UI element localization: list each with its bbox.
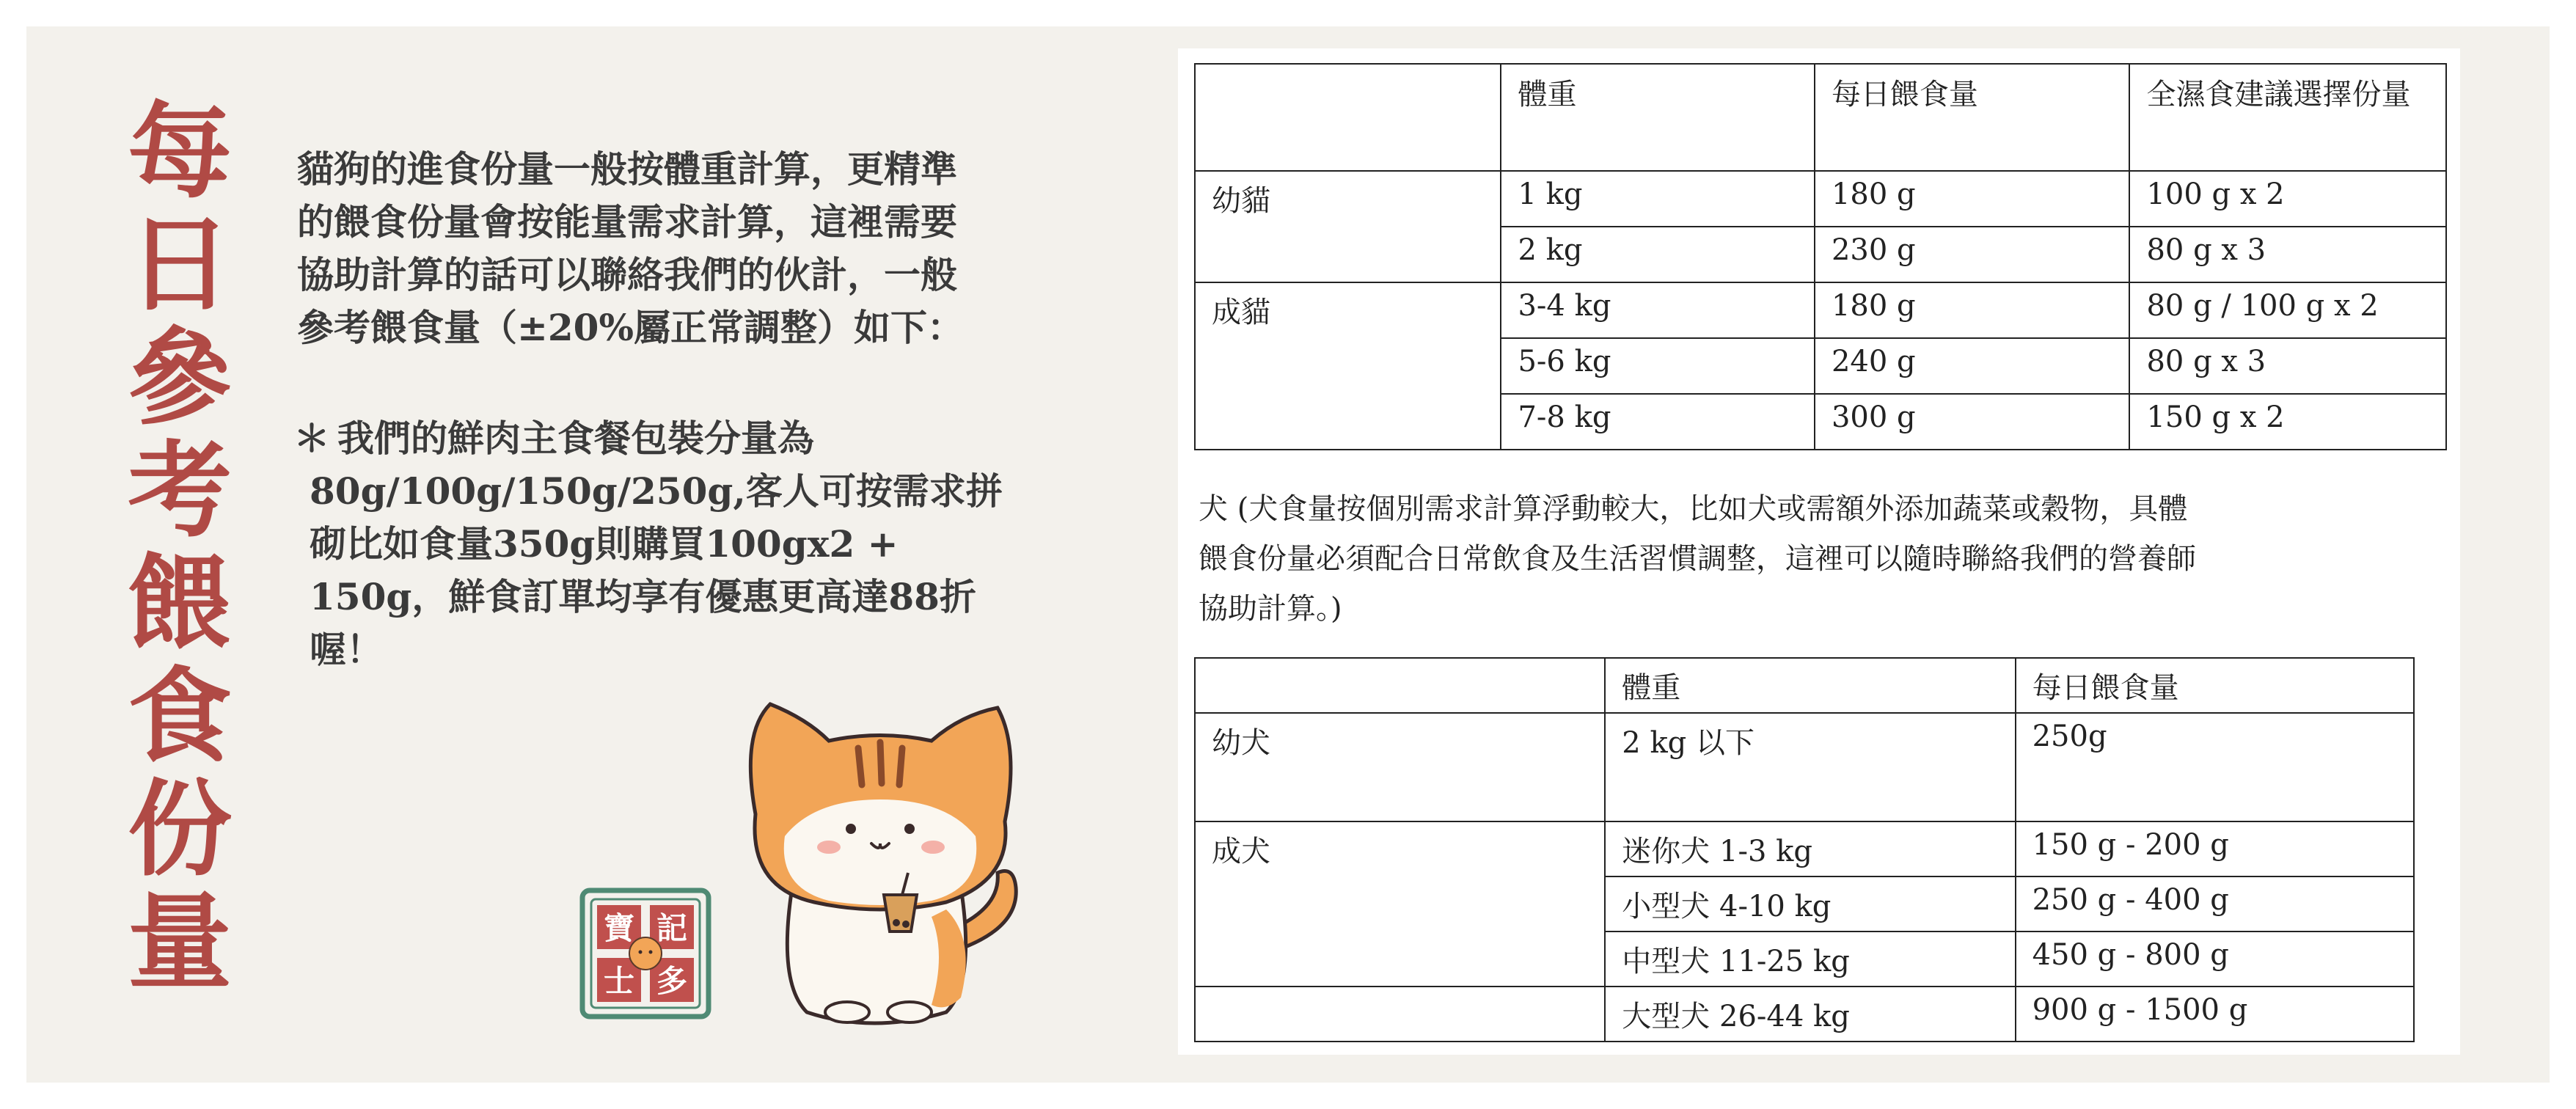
table-row xyxy=(1195,987,2414,1042)
group-label-cell: 成犬 xyxy=(1195,821,1605,987)
group-label-cell xyxy=(1195,987,1605,1042)
header-cell xyxy=(1195,658,1605,713)
dog-note-line: 餵食份量必須配合日常飲食及生活習慣調整，這裡可以隨時聯絡我們的營養師 xyxy=(1199,542,2196,576)
table-row xyxy=(1195,713,2414,821)
suggest-cell: 80 g x 3 xyxy=(2129,338,2446,394)
weight-cell: 2 kg 以下 xyxy=(1605,713,2015,821)
group-label-cell: 幼貓 xyxy=(1195,171,1501,282)
suggest-cell: 150 g x 2 xyxy=(2129,394,2446,450)
dog-note-line: 協助計算。) xyxy=(1199,592,1342,626)
suggest-cell: 80 g / 100 g x 2 xyxy=(2129,282,2446,338)
table-row xyxy=(1195,282,2446,338)
daily-cell: 900 g - 1500 g xyxy=(2016,987,2414,1042)
note-line: 150g，鮮食訂單均享有優惠更高達88折 xyxy=(310,575,976,618)
intro-line: 貓狗的進食份量一般按體重計算，更精準 xyxy=(297,147,957,191)
daily-cell: 300 g xyxy=(1815,394,2130,450)
note-line: 80g/100g/150g/250g,客人可按需求拼 xyxy=(310,469,1003,513)
note-paragraph xyxy=(293,412,1115,676)
cat-mascot-illustration xyxy=(726,689,1042,1027)
title-char: 份 xyxy=(128,769,232,890)
table-header-row xyxy=(1195,64,2446,171)
stamp-char: 寶 xyxy=(603,910,635,946)
daily-cell: 250 g - 400 g xyxy=(2016,876,2414,932)
daily-cell: 450 g - 800 g xyxy=(2016,932,2414,987)
intro-paragraph xyxy=(297,143,1104,354)
intro-line: 參考餵食量（±20%屬正常調整）如下： xyxy=(297,306,964,349)
dog-note-paragraph xyxy=(1199,484,2445,634)
header-cell: 每日餵食量 xyxy=(1815,64,2130,171)
group-label-cell: 幼犬 xyxy=(1195,713,1605,821)
dog-feeding-table xyxy=(1194,657,2415,1042)
weight-cell: 5-6 kg xyxy=(1501,338,1814,394)
stamp-char: 士 xyxy=(603,963,635,999)
title-char: 餵 xyxy=(128,543,232,665)
header-cell xyxy=(1195,64,1501,171)
weight-cell: 小型犬 4-10 kg xyxy=(1605,876,2015,932)
title-char: 食 xyxy=(128,656,232,777)
daily-cell: 230 g xyxy=(1815,227,2130,282)
table-row xyxy=(1195,821,2414,876)
header-cell: 體重 xyxy=(1605,658,2015,713)
weight-cell: 7-8 kg xyxy=(1501,394,1814,450)
cat-feeding-table xyxy=(1194,63,2447,450)
stamp-char: 多 xyxy=(656,963,688,999)
shop-stamp-logo xyxy=(579,887,711,1020)
weight-cell: 3-4 kg xyxy=(1501,282,1814,338)
header-cell: 每日餵食量 xyxy=(2016,658,2414,713)
header-cell: 體重 xyxy=(1501,64,1814,171)
weight-cell: 2 kg xyxy=(1501,227,1814,282)
title-char: 考 xyxy=(128,430,232,552)
daily-cell: 240 g xyxy=(1815,338,2130,394)
suggest-cell: 80 g x 3 xyxy=(2129,227,2446,282)
stamp-char: 記 xyxy=(656,910,688,946)
weight-cell: 大型犬 26-44 kg xyxy=(1605,987,2015,1042)
dog-note-line: 犬 (犬食量按個別需求計算浮動較大，比如犬或需額外添加蔬菜或穀物，具體 xyxy=(1199,492,2188,526)
daily-cell: 150 g - 200 g xyxy=(2016,821,2414,876)
title-char: 日 xyxy=(128,204,232,326)
title-char: 參 xyxy=(128,317,232,439)
note-line: 我們的鮮肉主食餐包裝分量為 xyxy=(337,417,814,460)
feeding-tables-panel xyxy=(1178,48,2460,1055)
page-title xyxy=(110,91,249,1003)
daily-cell: 250g xyxy=(2016,713,2414,821)
intro-line: 的餵食份量會按能量需求計算，這裡需要 xyxy=(297,200,957,244)
title-char: 每 xyxy=(128,91,232,213)
daily-cell: 180 g xyxy=(1815,282,2130,338)
note-line: 砌比如食量350g則購買100gx2 + xyxy=(310,522,899,566)
group-label-cell: 成貓 xyxy=(1195,282,1501,450)
header-cell: 全濕食建議選擇份量 xyxy=(2129,64,2446,171)
title-char: 量 xyxy=(128,882,232,1003)
asterisk-icon: ＊ xyxy=(293,417,330,460)
weight-cell: 迷你犬 1-3 kg xyxy=(1605,821,2015,876)
table-row xyxy=(1195,171,2446,227)
weight-cell: 1 kg xyxy=(1501,171,1814,227)
note-line: 喔！ xyxy=(310,628,383,671)
weight-cell: 中型犬 11-25 kg xyxy=(1605,932,2015,987)
daily-cell: 180 g xyxy=(1815,171,2130,227)
suggest-cell: 100 g x 2 xyxy=(2129,171,2446,227)
intro-line: 協助計算的話可以聯絡我們的伙計，一般 xyxy=(297,253,957,296)
table-header-row xyxy=(1195,658,2414,713)
